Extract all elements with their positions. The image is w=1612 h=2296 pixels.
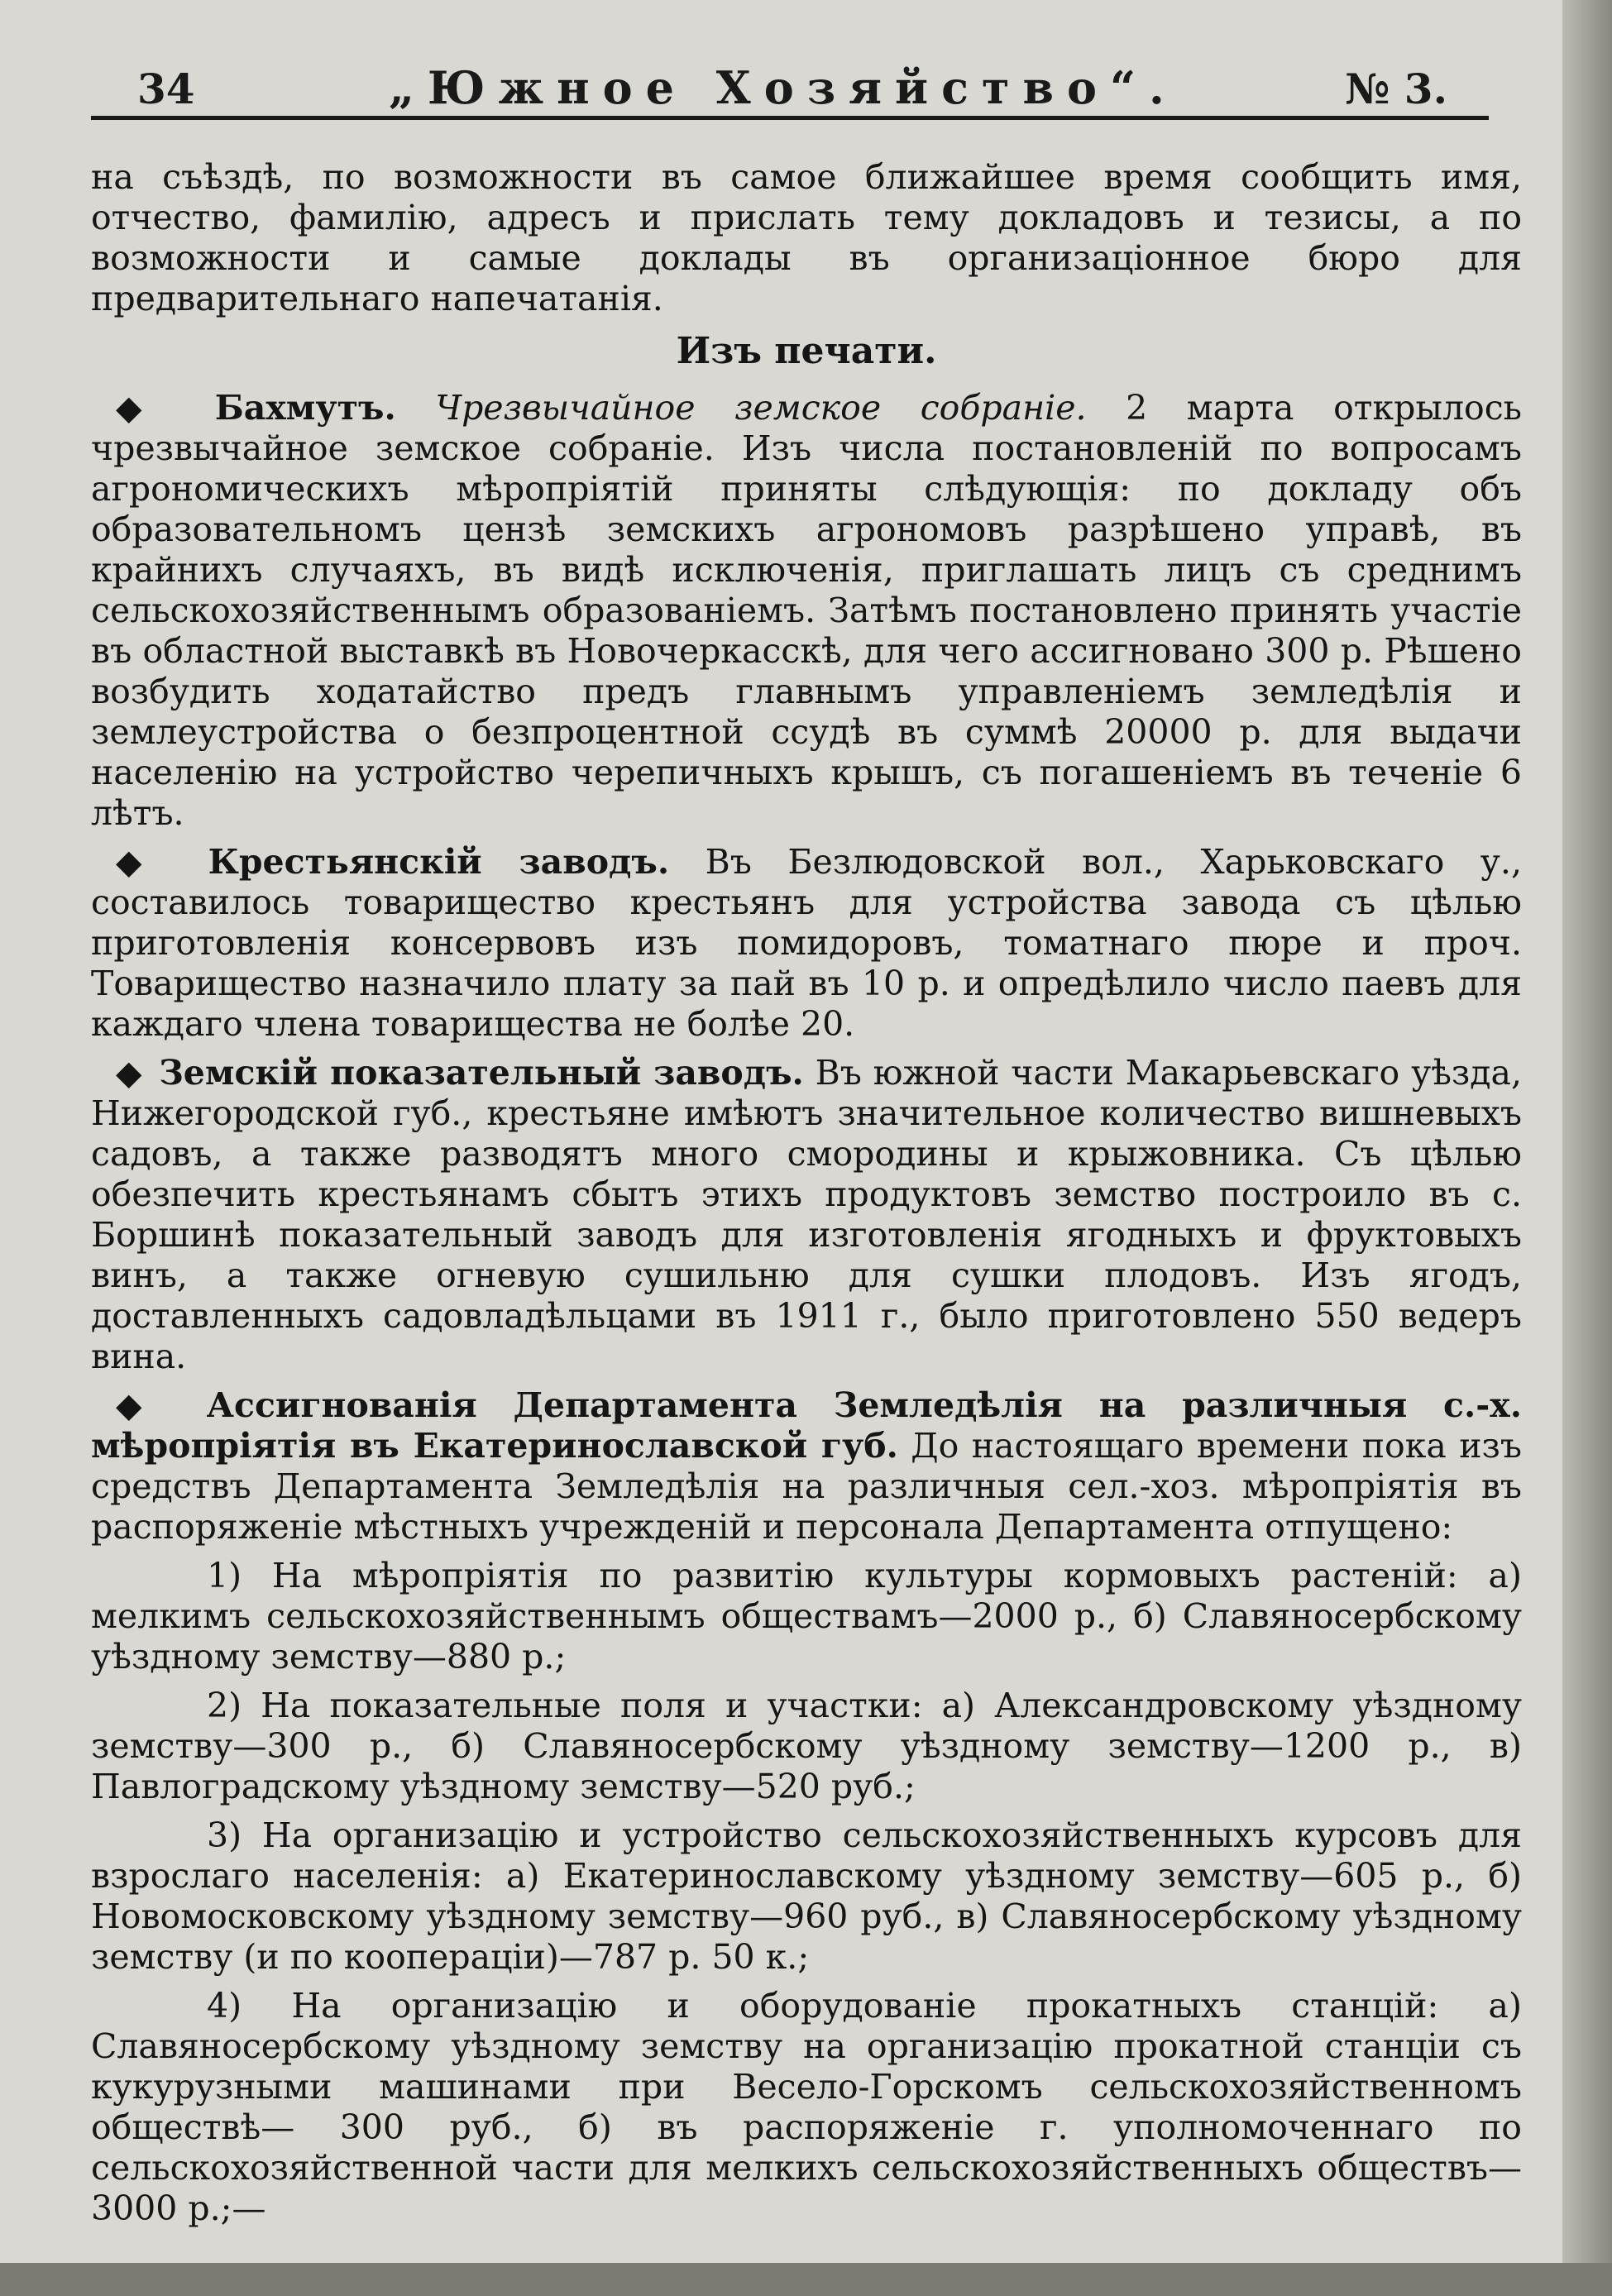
- issue-number: № 3.: [1345, 65, 1447, 113]
- news-item-lead: Ассигнованія Департамента Земледѣлія на различныя с.-х. мѣропріятія въ Екатеринославской губ.: [91, 1385, 1522, 1466]
- journal-title: „Южное Хозяйство“.: [389, 61, 1178, 114]
- news-item-zemstvo-factory: [91, 1053, 1522, 1377]
- news-item-bakhmut: [91, 388, 1522, 834]
- page-edge-shadow: [1562, 0, 1612, 2296]
- news-item-lead: Крестьянскій заводъ.: [208, 842, 670, 882]
- ornament-icon: ◆: [116, 842, 168, 882]
- news-item-text: До настоящаго времени пока изъ средствъ Департамента Земледѣлія на различныя сел.-хоз. мѣропріятія въ распоряженіе мѣстныхъ учрежденій и персонала Департамента отпущено:: [91, 1426, 1522, 1547]
- header-rule: [91, 116, 1489, 120]
- section-heading: Изъ печати.: [676, 330, 937, 372]
- list-item: 3) На организацію и устройство сельскохозяйственныхъ курсовъ для взрослаго населенія: а) Екатеринославскому уѣздному земству—605 р., б) Новомосковскому уѣздному земству—960 руб., в) Славяносербскому уѣздному земству (и по коопераціи)—787 р. 50 к.;: [91, 1815, 1522, 1977]
- article-body: [91, 157, 1522, 2237]
- list-item: 2) На показательные поля и участки: а) Александровскому уѣздному земству—300 р., б) Славяносербскому уѣздному земству—1200 р., в) Павлоградскому уѣздному земству—520 руб.;: [91, 1686, 1522, 1806]
- scan-bottom-border: [0, 2263, 1612, 2296]
- news-item-factory: [91, 842, 1522, 1045]
- intro-paragraph: на съѣздѣ, по возможности въ самое ближайшее время сообщить имя, отчество, фамилію, адресъ и прислать тему докладовъ и тезисы, а по возможности и самые доклады въ организаціонное бюро для предварительнаго напечатанія.: [91, 157, 1522, 318]
- list-item: 4) На организацію и оборудованіе прокатныхъ станцій: а) Славяносербскому уѣздному земству на организацію прокатной станціи съ кукурузными машинами при Весело-Горскомъ сельскохозяйственномъ обществѣ— 300 руб., б) въ распоряженіе г. уполномоченнаго по сельскохозяйственной части для мелкихъ сельскохозяйственныхъ обществъ—3000 р.;—: [91, 1986, 1522, 2228]
- ornament-icon: ◆: [116, 1385, 167, 1425]
- news-item-text: 2 марта открылось чрезвычайное земское собраніе. Изъ числа постановленій по вопросамъ агрономическихъ мѣропріятій приняты слѣдующія: по докладу объ образовательномъ цензѣ земскихъ агрономовъ разрѣшено управѣ, въ крайнихъ случаяхъ, въ видѣ исключенія, приглашать лицъ съ среднимъ сельскохозяйственнымъ образованіемъ. Затѣмъ постановлено принять участіе въ областной выставкѣ въ Новочеркасскѣ, для чего ассигновано 300 р. Рѣшено возбудить ходатайство предъ главнымъ управленіемъ земледѣлія и землеустройства о безпроцентной ссудѣ въ суммѣ 20000 р. для выдачи населенію на устройство черепичныхъ крышъ, съ погашеніемъ въ теченіе 6 лѣтъ.: [91, 388, 1522, 833]
- ornament-icon: ◆: [116, 388, 171, 428]
- list-item: 1) На мѣропріятія по развитію культуры кормовыхъ растеній: а) мелкимъ сельскохозяйственнымъ обществамъ—2000 р., б) Славяносербскому уѣздному земству—880 р.;: [91, 1556, 1522, 1677]
- news-item-allocations: [91, 1385, 1522, 1547]
- news-item-lead: Земскій показательный заводъ.: [159, 1053, 804, 1093]
- page-number: 34: [137, 65, 195, 113]
- news-item-subtitle: Чрезвычайное земское собраніе.: [435, 388, 1087, 428]
- news-item-lead: Бахмутъ.: [214, 388, 396, 428]
- news-item-text: Въ Безлюдовской вол., Харьковскаго у., составилось товарищество крестьянъ для устройства завода съ цѣлью приготовленія консервовъ изъ помидоровъ, томатнаго пюре и проч. Товарищество назначило плату за пай въ 10 р. и опредѣлило число паевъ для каждаго члена товарищества не болѣе 20.: [91, 842, 1522, 1044]
- news-item-text: Въ южной части Макарьевскаго уѣзда, Нижегородской губ., крестьяне имѣютъ значительное количество вишневыхъ садовъ, а также разводятъ много смородины и крыжовника. Съ цѣлью обезпечить крестьянамъ сбытъ этихъ продуктовъ земство построило въ с. Боршинѣ показательный заводъ для изготовленія ягодныхъ и фруктовыхъ винъ, а также огневую сушильню для сушки плодовъ. Изъ ягодъ, доставленныхъ садовладѣльцами въ 1911 г., было приготовлено 550 ведеръ вина.: [91, 1053, 1522, 1376]
- ornament-icon: ◆: [116, 1053, 143, 1093]
